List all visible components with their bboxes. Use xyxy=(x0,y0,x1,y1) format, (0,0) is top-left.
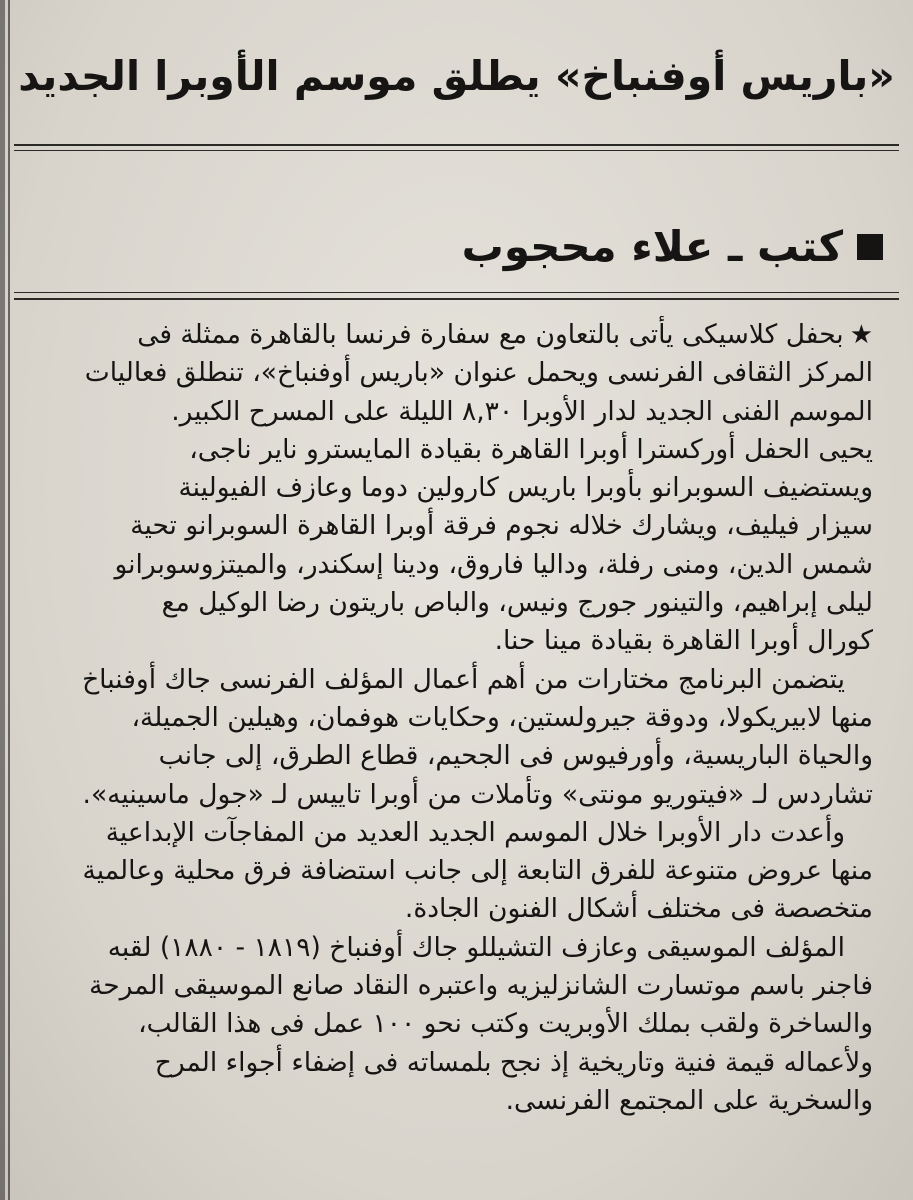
body-line: ★بحفل كلاسيكى يأتى بالتعاون مع سفارة فرنسا بالقاهرة ممثلة فى xyxy=(137,319,873,350)
headline-rule-top xyxy=(14,144,899,146)
body-line: كورال أوبرا القاهرة بقيادة مينا حنا. xyxy=(494,625,873,657)
body-line: سيزار فيليف، ويشارك خلاله نجوم فرقة أوبرا القاهرة السوبرانو تحية xyxy=(130,510,873,542)
body-line: وأعدت دار الأوبرا خلال الموسم الجديد العديد من المفاجآت الإبداعية xyxy=(105,816,845,848)
body-line: منها لابيريكولا، ودوقة جيرولستين، وحكايات هوفمان، وهيلين الجميلة، xyxy=(131,701,873,733)
body-line: المركز الثقافى الفرنسى ويحمل عنوان «باريس أوفنباخ»، تنطلق فعاليات xyxy=(84,357,873,389)
body-line: والسخرية على المجتمع الفرنسى. xyxy=(505,1084,873,1116)
body-line: متخصصة فى مختلف أشكال الفنون الجادة. xyxy=(404,893,873,925)
body-line: ويستضيف السوبرانو بأوبرا باريس كارولين دوما وعازف الفيولينة xyxy=(178,472,873,504)
byline xyxy=(462,212,883,282)
byline-rule-bottom xyxy=(14,298,899,300)
column-edge xyxy=(0,0,5,1200)
body-line: يحيى الحفل أوركسترا أوبرا القاهرة بقيادة المايسترو ناير ناجى، xyxy=(189,433,873,465)
byline-square-icon xyxy=(857,234,883,260)
body-line: تشاردس لـ «فيتوريو مونتى» وتأملات من أوبرا تاييس لـ «جول ماسينيه». xyxy=(82,778,873,810)
headline-rule-bottom xyxy=(14,150,899,151)
body-line: والساخرة ولقب بملك الأوبريت وكتب نحو ١٠٠ عمل فى هذا القالب، xyxy=(138,1008,873,1040)
body-line: منها عروض متنوعة للفرق التابعة إلى جانب استضافة فرق محلية وعالمية xyxy=(82,855,873,887)
body-line: المؤلف الموسيقى وعازف التشيللو جاك أوفنباخ (١٨١٩ - ١٨٨٠) لقبه xyxy=(107,931,845,963)
column-rule xyxy=(8,0,10,1200)
body-line: يتضمن البرنامج مختارات من أهم أعمال المؤلف الفرنسى جاك أوفنباخ xyxy=(82,663,845,695)
byline-rule-top xyxy=(14,292,899,293)
article-body xyxy=(20,316,873,1120)
body-line: ولأعماله قيمة فنية وتاريخية إذ نجح بلمساته فى إضفاء أجواء المرح xyxy=(154,1046,873,1078)
body-line: شمس الدين، ومنى رفلة، وداليا فاروق، ودينا إسكندر، والميتزوسوبرانو xyxy=(114,548,873,580)
byline-text: كتب ـ علاء محجوب xyxy=(461,222,843,271)
body-line: فاجنر باسم موتسارت الشانزليزيه واعتبره النقاد صانع الموسيقى المرحة xyxy=(89,970,873,1002)
body-line: ليلى إبراهيم، والتينور جورج ونيس، والباص باريتون رضا الوكيل مع xyxy=(161,587,873,619)
body-line: والحياة الباريسية، وأورفيوس فى الجحيم، قطاع الطرق، إلى جانب xyxy=(158,740,873,772)
headline: «باريس أوفنباخ» يطلق موسم الأوبرا الجديد xyxy=(18,52,895,100)
star-icon: ★ xyxy=(849,320,873,350)
body-line: الموسم الفنى الجديد لدار الأوبرا ٨,٣٠ الليلة على المسرح الكبير. xyxy=(171,395,873,427)
